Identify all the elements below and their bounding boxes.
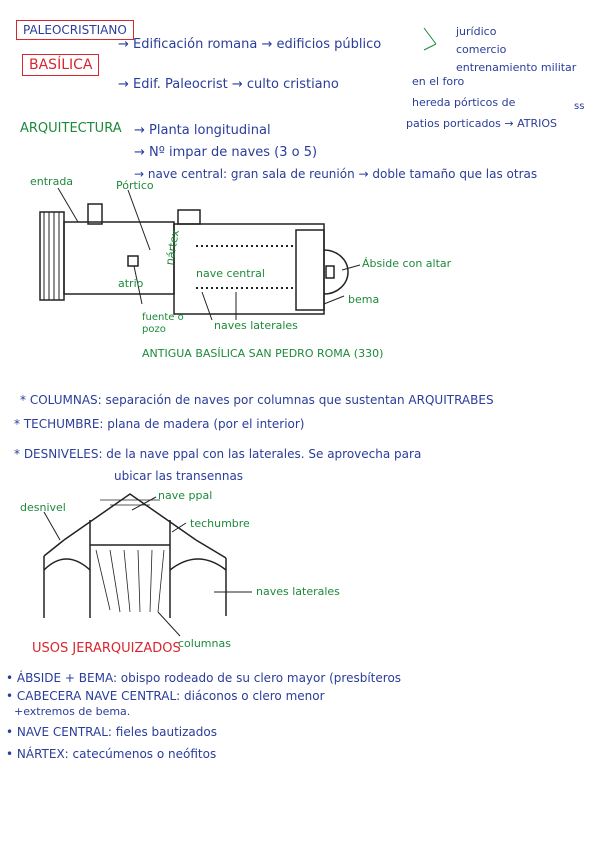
usos-heading: USOS JERARQUIZADOS [32, 641, 181, 656]
note-desniveles-1: * DESNIVELES: de la nave ppal con las laterales. Se aprovecha para [14, 447, 422, 461]
usos-item-4: • NÁRTEX: catecúmenos o neófitos [6, 747, 217, 761]
usos-item-3: • NAVE CENTRAL: fieles bautizados [6, 725, 217, 739]
usos-item-1b: +extremos de bema. [14, 705, 131, 718]
sec-label-columnas: columnas [178, 637, 231, 650]
branch-comercio: comercio [456, 43, 507, 56]
title-line: → Edificación romana → edificios público [118, 37, 382, 52]
arq-item-2: → Nº impar de naves (3 o 5) [134, 145, 318, 160]
label-bema: bema [348, 293, 380, 306]
label-abside: Ábside con altar [362, 257, 452, 270]
arq-item-1: → Planta longitudinal [134, 123, 271, 138]
arq-item-3: → nave central: gran sala de reunión → doble tamaño que las otras [134, 167, 538, 181]
sec-label-nave-ppal: nave ppal [158, 489, 213, 502]
label-naves-laterales: naves laterales [214, 319, 298, 332]
branch-militar: entrenamiento militar [456, 61, 577, 74]
label-entrada: entrada [30, 175, 74, 188]
foro-side: ss [574, 101, 585, 112]
basilica-floor-plan [40, 204, 348, 314]
label-nartex: nártex [163, 228, 183, 267]
basilica-line: → Edif. Paleocrist → culto cristiano [118, 77, 339, 92]
note-techumbre: * TECHUMBRE: plana de madera (por el interior) [14, 417, 305, 431]
foro-1: en el foro [412, 75, 465, 88]
branch-juridico: jurídico [456, 25, 497, 38]
green-brackets [424, 28, 436, 50]
sec-label-desnivel: desnivel [20, 501, 66, 514]
plan-pointers [58, 188, 360, 320]
label-nave-central: nave central [196, 267, 265, 280]
title-box: PALEOCRISTIANO [16, 20, 134, 40]
label-fuente: fuente o pozo [142, 312, 184, 335]
arquitectura-heading: ARQUITECTURA [20, 121, 122, 136]
foro-2: hereda pórticos de [412, 96, 516, 109]
plan-caption: ANTIGUA BASÍLICA SAN PEDRO ROMA (330) [142, 347, 384, 360]
basilica-cross-section [44, 494, 226, 618]
usos-item-1: • ÁBSIDE + BEMA: obispo rodeado de su clero mayor (presbíteros [6, 671, 402, 685]
foro-3: patios porticados → ATRIOS [406, 117, 558, 130]
usos-item-2: • CABECERA NAVE CENTRAL: diáconos o clero menor [6, 689, 325, 703]
sec-label-naves-laterales: naves laterales [256, 585, 340, 598]
label-atrio: atrio [118, 277, 144, 290]
sec-label-techumbre: techumbre [190, 517, 250, 530]
note-desniveles-2: ubicar las transennas [114, 469, 244, 483]
basilica-box: BASÍLICA [22, 54, 99, 76]
note-columnas: * COLUMNAS: separación de naves por columnas que sustentan ARQUITRABES [20, 393, 494, 407]
label-portico: Pórtico [116, 179, 154, 192]
